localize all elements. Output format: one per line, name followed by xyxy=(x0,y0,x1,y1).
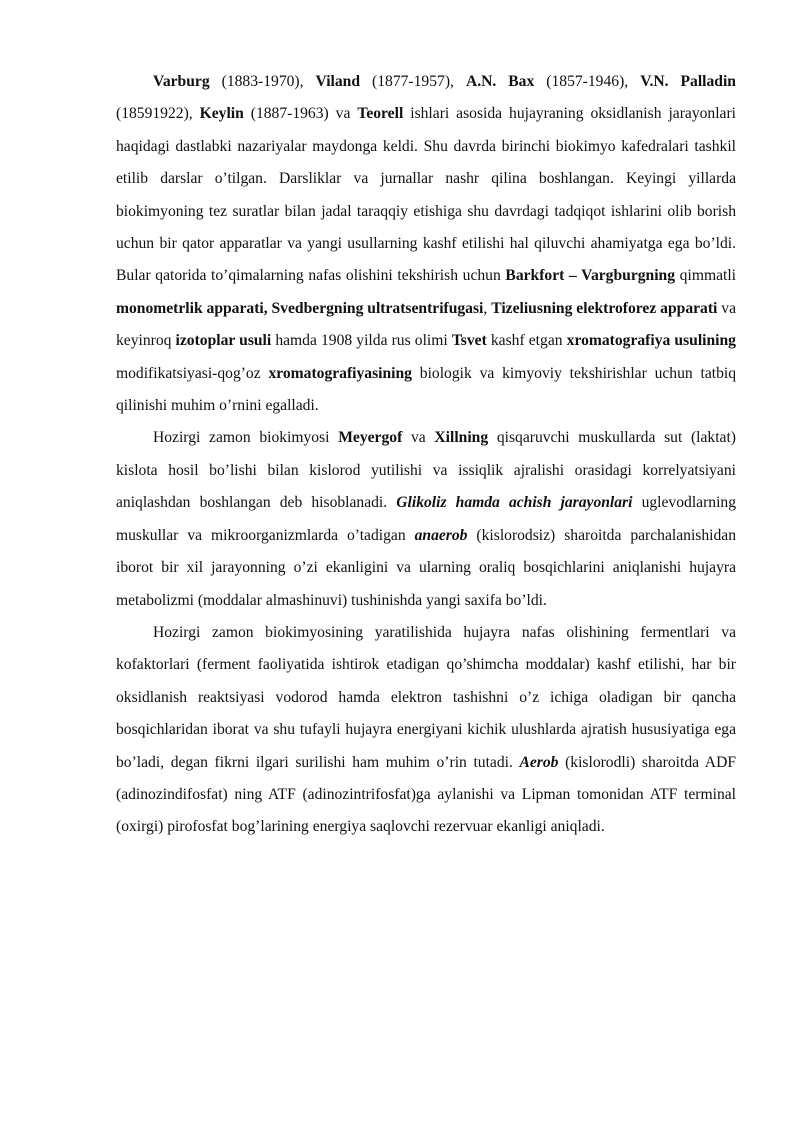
text-run: kashf etgan xyxy=(486,332,567,350)
text-run: (18591922), xyxy=(116,105,200,123)
emphasized-term: A.N. Bax xyxy=(465,73,535,90)
emphasized-term: Xillning xyxy=(434,429,489,447)
text-run: qisqaruvchi muskullarda sut (laktat) kislota hosil bo’lishi bilan kislorod yutilishi va issiqlik ajralishi orasidagi korrelyatsiyani aniqlashdan boshlangan deb hisoblanadi. xyxy=(116,429,737,512)
text-run: ishlari asosida hujayraning oksidlanish jarayonlari haqidagi dastlabki nazariyalar maydonga keldi. Shu davrda birinchi biokimyo kafedralari tashkil etilib darslar o’tilgan. Darsliklar va jurnallar nashr qilina boshlangan. Keyingi yillarda biokimyoning tez suratlar bilan jadal taraqqiy etishiga shu davrdagi tadqiqot ishlarini olib borish uchun bir qator apparatlar va yangi usullarning kashf etilishi hal qiluvchi ahamiyatga ega bo’ldi. Bular qatorida to’qimalarning nafas olishini tekshirish uchun xyxy=(116,105,737,285)
text-run: va keyinroq xyxy=(116,299,737,350)
document-page xyxy=(116,66,736,844)
emphasized-term: Meyergof xyxy=(338,429,403,447)
emphasized-term: Keylin xyxy=(199,105,244,123)
emphasized-term: Viland xyxy=(315,73,361,90)
emphasized-term: xromatografiyasining xyxy=(268,364,412,382)
text-run: , xyxy=(483,299,492,317)
emphasized-term: izotoplar usuli xyxy=(175,332,272,350)
paragraph-2 xyxy=(116,422,736,616)
text-run: (kislorodli) sharoitda ADF (adinozindifosfat) ning ATF (adinozintrifosfat)ga aylanishi va Lipman tomonidan ATF terminal (oxirgi) pirofosfat bog’larining energiya saqlovchi rezervuar ekanligi aniqladi. xyxy=(116,753,736,836)
emphasized-term: monometrlik apparati, Svedbergning ultratsentrifugasi xyxy=(116,299,484,317)
emphasized-term: anaerob xyxy=(414,526,468,544)
emphasized-term: V.N. Palladin xyxy=(640,73,736,90)
text-run: (kislorodsiz) sharoitda parchalanishidan iborot bir xil jarayonning o’zi ekanligini va ularning oraliq bosqichlarini aniqlanishi hujayra metabolizmi (moddalar almashinuvi) tushinishda yangi saxifa bo’ldi. xyxy=(116,526,736,609)
paragraph-1 xyxy=(116,66,736,422)
paragraph-3 xyxy=(116,617,736,844)
emphasized-term: Aerob xyxy=(519,753,559,771)
emphasized-term: Tizeliusning elektroforez apparati xyxy=(491,299,718,317)
emphasized-term: Tsvet xyxy=(451,332,487,350)
emphasized-term: xromatografiya usulining xyxy=(566,332,736,350)
text-run: uglevodlarning muskullar va mikroorganizmlarda o’tadigan xyxy=(116,494,736,544)
text-run: qimmatli xyxy=(675,267,736,285)
text-run: (1883-1970), xyxy=(209,73,316,90)
text-run: (1887-1963) va xyxy=(243,105,358,123)
text-run: Hozirgi zamon biokimyosi xyxy=(153,429,339,447)
text-run: modifikatsiyasi-qog’oz xyxy=(116,364,269,382)
emphasized-term: Varburg xyxy=(153,73,210,90)
emphasized-term: Glikoliz hamda achish jarayonlari xyxy=(396,494,633,512)
text-run: va xyxy=(402,429,435,447)
emphasized-term: Barkfort – Vargburgning xyxy=(505,267,676,285)
text-run: (1857-1946), xyxy=(534,73,641,90)
emphasized-term: Teorell xyxy=(357,105,404,123)
text-run: hamda 1908 yilda rus olimi xyxy=(271,332,452,350)
text-run: biologik va kimyoviy tekshirishlar uchun tatbiq qilinishi muhim o’rnini egalladi. xyxy=(116,364,736,415)
text-run: (1877-1957), xyxy=(360,73,466,90)
text-run: Hozirgi zamon biokimyosining yaratilishida hujayra nafas olishining fermentlari va kofaktorlari (ferment faoliyatida ishtirok etadigan qo’shimcha moddalar) kashf etilishi, har bir oksidlanish reaktsiyasi vodorod hamda elektron tashishni o’z ichiga oladigan bir qancha bosqichlaridan iborat va shu tufayli hujayra energiyani kichik ulushlarda ajratish hususiyatiga ega bo’ladi, degan fikrni ilgari surilishi ham muhim o’rin tutadi. xyxy=(116,623,736,771)
